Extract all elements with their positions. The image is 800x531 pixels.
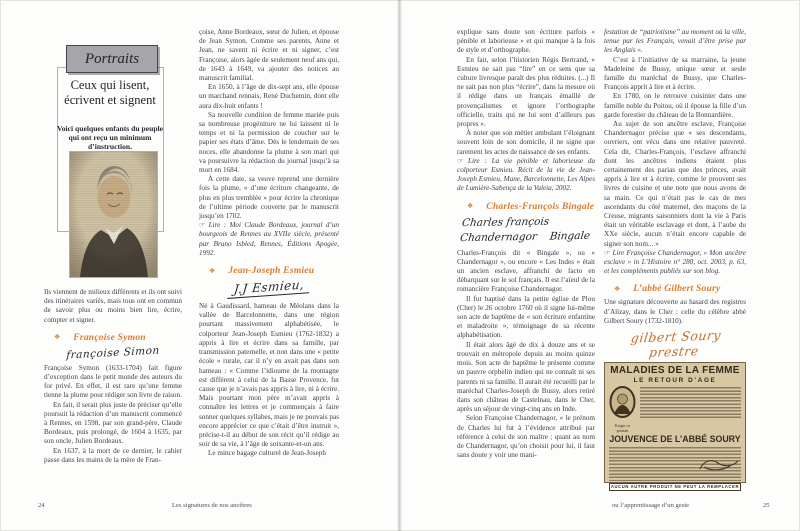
section-heading-bingale <box>457 201 595 212</box>
portraits-kicker-label: Portraits <box>84 50 140 67</box>
section-heading-symon-label: Françoise Symon <box>73 331 146 343</box>
paragraph: À cette date, sa veuve reprend une dernière fois la plume, « d’une écriture changeante, de plus en plus tremblée » pour écrire la chronique de l’ultime période couverte par le manuscrit jusqu’en 1702. <box>199 175 339 221</box>
paragraph: En fait, il serait plus juste de préciser qu’elle poursuit la rédaction d’un manuscrit commencé à Rennes, en 1598, par son grand-père, Claude Bordeaux, puis prolongé, de 1604 à 1635, par son oncle, Julien Bordeaux. <box>44 400 182 446</box>
symon-signature: françoise Simon <box>65 344 161 362</box>
section-heading-esmieu-label: Jean-Joseph Esmieu <box>228 265 315 277</box>
reading-reference-text: Lire : Moi Claude Bordeaux, journal d’un bourgeois de Rennes au XVIIe siècle, présenté par Bruno Isbled, Rennes, Éditions Apogée, 1992. <box>199 221 340 257</box>
paragraph: Le mince bagage culturel de Jean-Joseph <box>208 449 326 458</box>
paragraph: Sa nouvelle condition de femme mariée puis sa nombreuse progéniture ne lui laissent ni le temps et ni la permission de coucher sur le papier ses états d’âme. Dès le lendemain de ses noces, elle abandonne la plume à son mari qui va poursuivre la rédaction du journal jusqu’à sa mort en 1684. <box>199 110 339 175</box>
ad-footer-line: AUCUN AUTRE PRODUIT NE PEUT LA REMPLACER <box>610 483 740 489</box>
reading-reference <box>199 221 339 258</box>
reading-reference <box>604 249 746 277</box>
bingale-signature-line1: Charles françois <box>461 215 550 229</box>
esmieu-signature <box>198 275 339 301</box>
diamond-ornament-icon: ❖ <box>54 333 61 342</box>
section-heading-symon <box>44 332 182 343</box>
soury-signature: gilbert Soury prestre <box>629 327 723 361</box>
left-running-title: Les signatures de nos ancêtres <box>172 502 252 509</box>
paragraph: Françoise Symon (1633-1704) fait figure d’exception dans le petit monde des auteurs du for privé. En effet, il est rare qu’une femme tienne la plume pour rédiger son livre de raison. <box>44 363 182 400</box>
paragraph: En 1650, à l’âge de dix-sept ans, elle épouse un marchand rennais, René Duchemin, dont elle aura dix-huit enfants ! <box>199 83 339 110</box>
bingale-signature <box>455 214 596 243</box>
reading-reference-text: Lire Françoise Chandernagor, « Mon ancêtre esclave » in L’Histoire n° 280, oct. 2003, p. 63, et les compléments publiés sur son blog. <box>604 248 746 276</box>
paragraph: En fait, selon l’historien Régis Bertrand, « Esmieu ne sait pas “lire” en ce sens que sa culture livresque paraît des plus réduites. (...) Il ne sait pas non plus “écrire”, dans la mesure où il rédige dans un français émaillé de provençalismes et ignore l’orthographe officielle, traits qui ne lui sont d’ailleurs pas propres ». <box>457 55 595 129</box>
left-column-2 <box>199 28 339 500</box>
portrait-engraving-image <box>70 152 157 277</box>
left-page-number: 24 <box>38 502 45 509</box>
right-page-number: 25 <box>763 502 770 509</box>
sidebar-title: Ceux qui lisent, écrivent et signent <box>64 78 156 107</box>
bingale-signature-bingale: Bingale <box>548 229 591 243</box>
paragraph: çoise, Anne Bordeaux, sœur de Julien, et épouse de Jean Symon. Comme ses parents, Anne et Jean, ne savent ni écrire et ni signer, c’est Françoise, alors âgée de seulement neuf ans qui, de 1643 à 1649, va ajouter des notices au manuscrit familial. <box>199 28 339 83</box>
pointing-hand-icon: ☞ <box>199 221 206 230</box>
paragraph: Il fut baptisé dans la petite église de Plou (Cher) le 26 octobre 1760 où il signe lui-même son acte de baptême de « son écriture enfantine et maladroite », témoignage de sa récente alphabétisation. <box>457 294 595 340</box>
sidebar-subtitle: Voici quelques enfants du peuple qui ont reçu un minimum d’instruction. <box>56 124 164 152</box>
bingale-signature-line2 <box>459 227 591 244</box>
paragraph: Une signature découverte au hasard des registres d’Alizay, dans le Cher : celle du célèbre abbé Gilbert Soury (1732-1810). <box>604 298 746 325</box>
page-fold-divider <box>397 0 402 531</box>
ad-headline: MALADIES DE LA FEMME <box>610 365 740 377</box>
paragraph: explique sans doute son écriture parfois « pénible et laborieuse » et qui manque à la fois de style et d’orthographe. <box>457 28 595 55</box>
paragraph: Charles-François dit « Bingale », ou « Chandernagor », ou encore « Les Indes » était un ancien esclave, affranchi de facto en débarquant sur le sol français. Il est l’aïeul de la romancière Françoise Chandernagor. <box>457 248 595 294</box>
paragraph: Né à Gaudissard, hameau de Méolans dans la vallée de Barcelonnette, dans une région pourtant massivement alphabétisée, le colporteur Jean-Joseph Esmieu (1762-1832) a appris à lire et écrire dans sa famille, par transmission paternelle, et non dans une « petite école » rurale, car il n’y en avait pas dans son hameau : « Comme l’idioume de la montagne est différent à celui de la Basse Provence, fut cause que je n’avais pas appris à lire, ni à écrire. Mais pourtant mon père m’avait appris à connaître les lettres et je commençais à faire sonner quelques syllabes, mais je ne pouvais pas encore apprécier ce que c’était d’être instruit », précise-t-il au début de son récit qu’il rédige au soir de sa vie, à l’âge de soixante-et-un ans. <box>199 302 339 449</box>
paragraph: À noter que son métier ambulant l’éloignant souvent loin de son domicile, il ne signe que rarement les actes de naissance de ses enfants. <box>457 129 595 156</box>
paragraph: Il était alors âgé de dix à douze ans et se trouvait en métropole depuis au moins quinze mois. Son acte de baptême le présente comme un pauvre orphelin indien qui ne connaît ni ses parents ni sa famille. Il aurait été recueilli par le maréchal Charles-Joseph de Bussy, alors retiré dans son château de Castelnau, dans le Cher, après un séjour de vingt-cinq ans en Inde. <box>457 340 595 414</box>
section-heading-soury <box>604 283 746 294</box>
intro-paragraph: Ils viennent de milieux différents et ils ont suivi des itinéraires variés, mais tous ont en commun de savoir plus ou moins bien lire, écrire, compter et signer. <box>44 288 182 324</box>
pointing-hand-icon: ☞ <box>457 156 464 165</box>
paragraph: En 1780, on le retrouve cuisinier dans une famille noble du Poitou, où il épouse la fille d’un garde forestier du château de la Bonnardière. <box>604 92 746 119</box>
jouvence-advertisement <box>604 362 746 489</box>
paragraph: Selon Françoise Chandernagor, « le prénom de Charles lui fut à l’évidence attribué par référence à celui de son maître ; quant au nom de Chandernagor, qu’on choisit pour lui, il faut sans doute y voir une mani- <box>457 414 595 460</box>
ad-subheadline: LE RETOUR D’AGE <box>633 377 717 385</box>
paragraph: C’est à l’initiative de sa marraine, la jeune Madeleine de Bussy, unique sœur et seule famille du maréchal de Bussy, que Charles-François apprit à lire et à écrire. <box>604 55 746 92</box>
reading-reference-text: Lire : La vie pénible et laborieuse du colporteur Esmieu. Récit de la vie de Jean-Joseph Esmieu, Mane, Barcelonnette, Les Alpes de Lumière-Sabença de la Valeia, 2002. <box>457 156 596 193</box>
right-column-2 <box>604 28 746 506</box>
section-heading-bingale-label: Charles-François Bingale <box>486 200 595 212</box>
section-heading-esmieu <box>199 265 339 276</box>
pointing-hand-icon: ☞ <box>604 248 611 257</box>
bingale-signature-chandernagor: Chandernagor <box>459 230 538 244</box>
ad-portrait <box>609 386 636 433</box>
right-column-1 <box>457 28 595 498</box>
portraits-kicker <box>66 45 158 73</box>
portrait-engraving <box>70 152 157 277</box>
paragraph: En 1637, à la mort de ce dernier, le cahier passe dans les mains de la mère de Fran- <box>44 446 182 464</box>
ad-smallprint-block <box>640 387 741 420</box>
right-running-title: ou l’apprentissage d’un geste <box>612 502 690 509</box>
left-column-1 <box>44 288 182 500</box>
esmieu-signature-text: J.J Esmieu, <box>227 277 311 299</box>
reading-reference <box>457 157 595 194</box>
ad-flourish-signature <box>698 457 740 473</box>
ad-product-headline: JOUVENCE DE L’ABBÉ SOURY <box>609 434 741 445</box>
paragraph: festation de “patriotisme” au moment où la ville, tenue par les Français, venait d’être prise par les Anglais ». <box>604 28 746 55</box>
paragraph: Au sujet de son ancêtre esclave, Françoise Chandernagor précise que « ses descendants, ouvriers, ont vécu dans une relative pauvreté. Cela dit, Charles-François, l’esclave affranchi dont les ancêtres indiens étaient plus certainement des parias que des princes, avait appris à lire et à écrire, comme le prouvent ses livres de cuisine et une note que nous avons de sa main. Ce qui n’était pas le cas de mes ascendants du côté maternel, des maçons de la Creuse, migrants saisonniers dont la vie à Paris était un véritable esclavage et dont, à l’aube du XXe siècle, aucun n’était encore capable de signer son nom... » <box>604 120 746 248</box>
diamond-ornament-icon: ❖ <box>467 202 474 211</box>
abbe-portrait-oval <box>609 386 636 418</box>
diamond-ornament-icon: ❖ <box>614 284 621 293</box>
diamond-ornament-icon: ❖ <box>209 266 216 275</box>
ad-portrait-caption: Exiger ce portrait <box>614 423 631 433</box>
ad-body-top <box>609 386 741 433</box>
section-heading-soury-label: L’abbé Gilbert Soury <box>633 283 721 295</box>
